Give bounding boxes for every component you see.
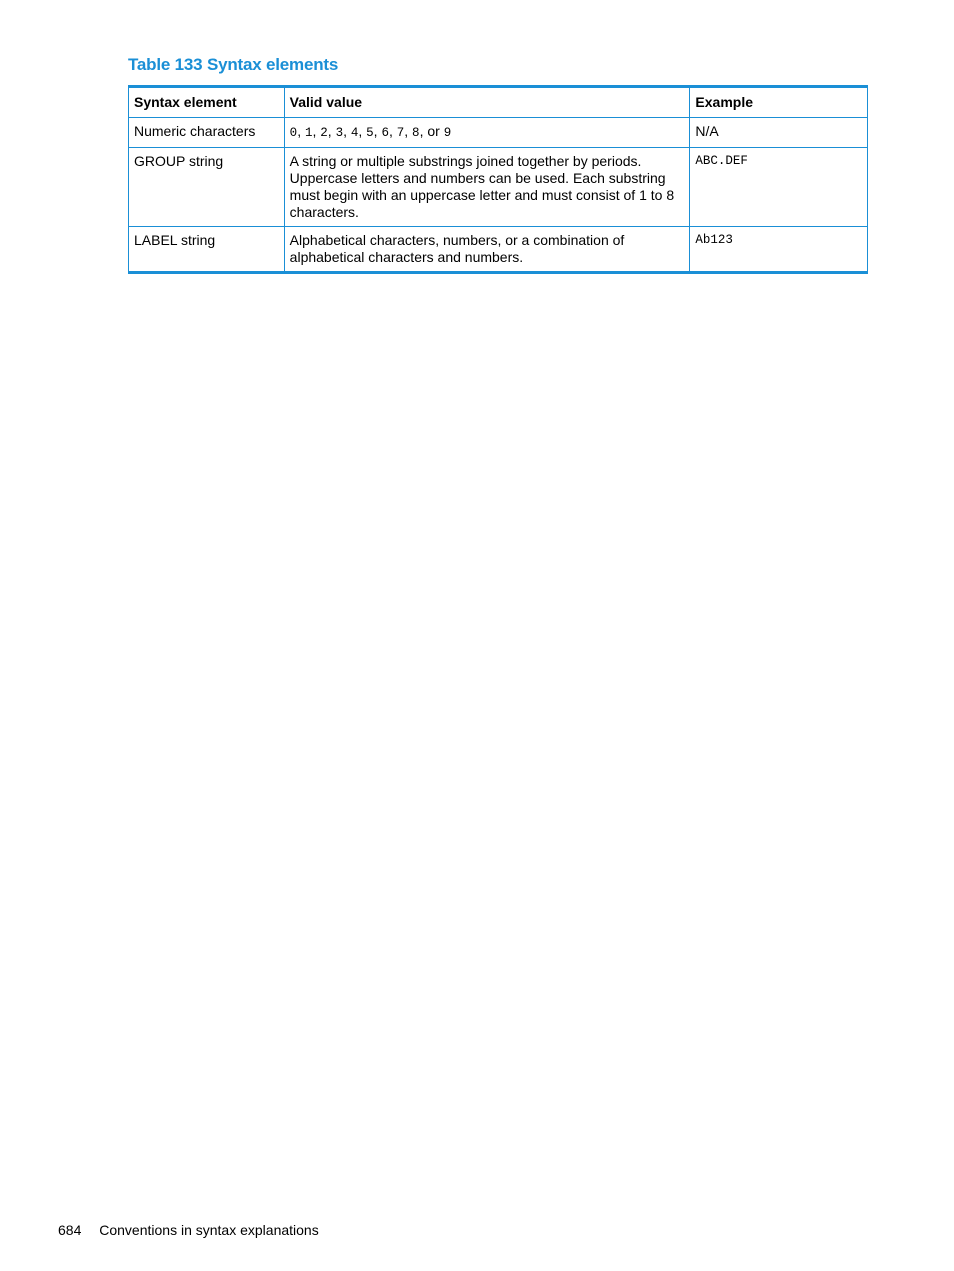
header-syntax-element: Syntax element: [129, 87, 285, 118]
code-text: 6: [381, 126, 389, 140]
text: ,: [297, 123, 305, 139]
table-row: [129, 118, 868, 148]
footer-section-title: Conventions in syntax explanations: [99, 1222, 319, 1238]
table-body: [129, 118, 868, 273]
page-footer: [58, 1222, 319, 1238]
text: ,: [327, 123, 336, 139]
code-text: 3: [335, 126, 344, 140]
cell-syntax-element: GROUP string: [129, 148, 285, 227]
text: ,: [404, 123, 413, 139]
header-example: Example: [690, 87, 868, 118]
text: ,: [312, 123, 321, 139]
header-valid-value: Valid value: [284, 87, 690, 118]
cell-syntax-element: LABEL string: [129, 227, 285, 273]
text: ,: [373, 123, 382, 139]
code-text: 2: [320, 126, 328, 140]
code-text: 4: [350, 126, 359, 140]
code-text: 1: [304, 126, 313, 140]
cell-valid-value: [284, 118, 690, 148]
text: , or: [419, 123, 444, 139]
syntax-elements-table: [128, 85, 868, 274]
code-text: 0: [289, 126, 298, 140]
text: ,: [358, 123, 367, 139]
table-header-row: [129, 87, 868, 118]
cell-valid-value: [284, 227, 690, 273]
cell-example: N/A: [690, 118, 868, 148]
text: Alphabetical characters, numbers, or a combination of alphabetical characters and numbers.: [289, 232, 625, 265]
page-number: 684: [58, 1222, 82, 1238]
text: ,: [343, 123, 351, 139]
text: A string or multiple substrings joined together by periods. Uppercase letters and numbers can be used. Each substring must begin with an uppercase letter and must consist of 1 to 8 characters.: [289, 153, 675, 220]
table-row: [129, 227, 868, 273]
cell-syntax-element: Numeric characters: [129, 118, 285, 148]
text: ,: [388, 123, 397, 139]
table-caption: Table 133 Syntax elements: [128, 55, 339, 74]
cell-example: ABC.DEF: [690, 148, 868, 227]
code-text: 8: [412, 126, 420, 140]
code-text: 5: [366, 126, 374, 140]
cell-valid-value: [284, 148, 690, 227]
code-text: 9: [443, 126, 452, 140]
code-text: 7: [396, 126, 405, 140]
table-row: [129, 148, 868, 227]
cell-example: Ab123: [690, 227, 868, 273]
